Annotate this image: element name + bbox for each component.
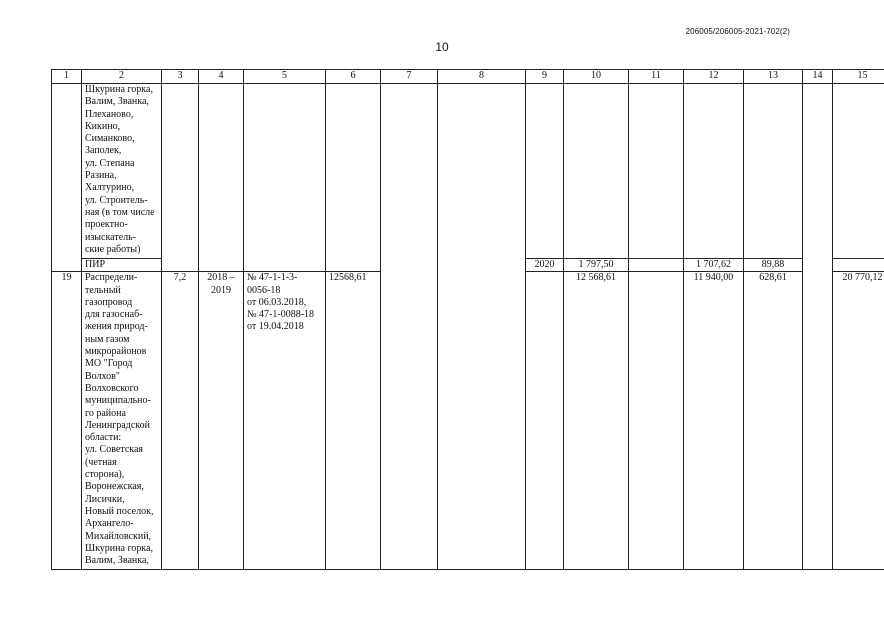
- header-cell: 11: [629, 70, 684, 84]
- cell-permits: № 47-1-1-3- 0056-18 от 06.03.2018, № 47-1-0088-18 от 19.04.2018: [244, 272, 326, 570]
- cell-num: 19: [52, 272, 82, 570]
- cell-period: 2018 – 2019: [199, 272, 244, 570]
- cell-col15: [833, 84, 884, 259]
- cell-col9: [526, 84, 564, 259]
- header-cell: 7: [381, 70, 438, 84]
- cell-permits: [244, 84, 326, 272]
- cell-num: [52, 84, 82, 272]
- header-cell: 10: [564, 70, 629, 84]
- cell-total: 1 797,50: [564, 259, 629, 272]
- cell-object-name: ПИР: [82, 259, 162, 272]
- header-cell: 6: [326, 70, 381, 84]
- cell-col7: [381, 84, 438, 570]
- header-cell: 14: [803, 70, 833, 84]
- header-cell: 8: [438, 70, 526, 84]
- cell-col13: 628,61: [744, 272, 803, 570]
- cell-object-name: Шкурина горка, Валим, Званка, Плеханово, Кикино, Симанково, Заполек, ул. Степана Разина, Халтурино, ул. Строитель- ная (в том числе проектно- изыскатель- ские работы): [82, 84, 162, 259]
- cell-col15: [833, 259, 884, 272]
- cell-col12: 11 940,00: [684, 272, 744, 570]
- cell-year: 2020: [526, 259, 564, 272]
- cell-col10: 12 568,61: [564, 272, 629, 570]
- header-cell: 2: [82, 70, 162, 84]
- cell-length: 7,2: [162, 272, 199, 570]
- document-id: 206005/206005-2021-702(2): [685, 27, 790, 36]
- page-number: 10: [435, 40, 449, 54]
- cell-col8: [438, 84, 526, 570]
- header-cell: 9: [526, 70, 564, 84]
- cell-col10: [564, 84, 629, 259]
- header-cell: 5: [244, 70, 326, 84]
- cell-length: [162, 84, 199, 272]
- cell-object-name: Распредели- тельный газопровод для газоснаб- жения природ- ным газом микрорайонов МО "Город Волхов" Волховского муниципально- го района Ленинградской области: ул. Советская (четная сторона), Воронежская, Лисички, Новый поселок, Архангело- Михайловский, Шкурина горка, Валим, Званка,: [82, 272, 162, 570]
- header-cell: 1: [52, 70, 82, 84]
- cell-col11: [629, 272, 684, 570]
- header-cell: 13: [744, 70, 803, 84]
- header-cell: 15: [833, 70, 884, 84]
- cell-col11: [629, 259, 684, 272]
- cell-col15: 20 770,12: [833, 272, 884, 570]
- cell-col9: [526, 272, 564, 570]
- cell-col13: [744, 84, 803, 259]
- header-row: [52, 70, 884, 84]
- header-cell: 12: [684, 70, 744, 84]
- cell-col12: 1 707,62: [684, 259, 744, 272]
- cell-col12: [684, 84, 744, 259]
- cell-col14: [803, 84, 833, 570]
- data-table: [51, 69, 884, 570]
- table-row-continuation: [52, 84, 884, 259]
- cell-period: [199, 84, 244, 272]
- cell-col11: [629, 84, 684, 259]
- cell-col6: 12568,61: [326, 272, 381, 570]
- header-cell: 3: [162, 70, 199, 84]
- cell-col13: 89,88: [744, 259, 803, 272]
- header-cell: 4: [199, 70, 244, 84]
- cell-col6: [326, 84, 381, 272]
